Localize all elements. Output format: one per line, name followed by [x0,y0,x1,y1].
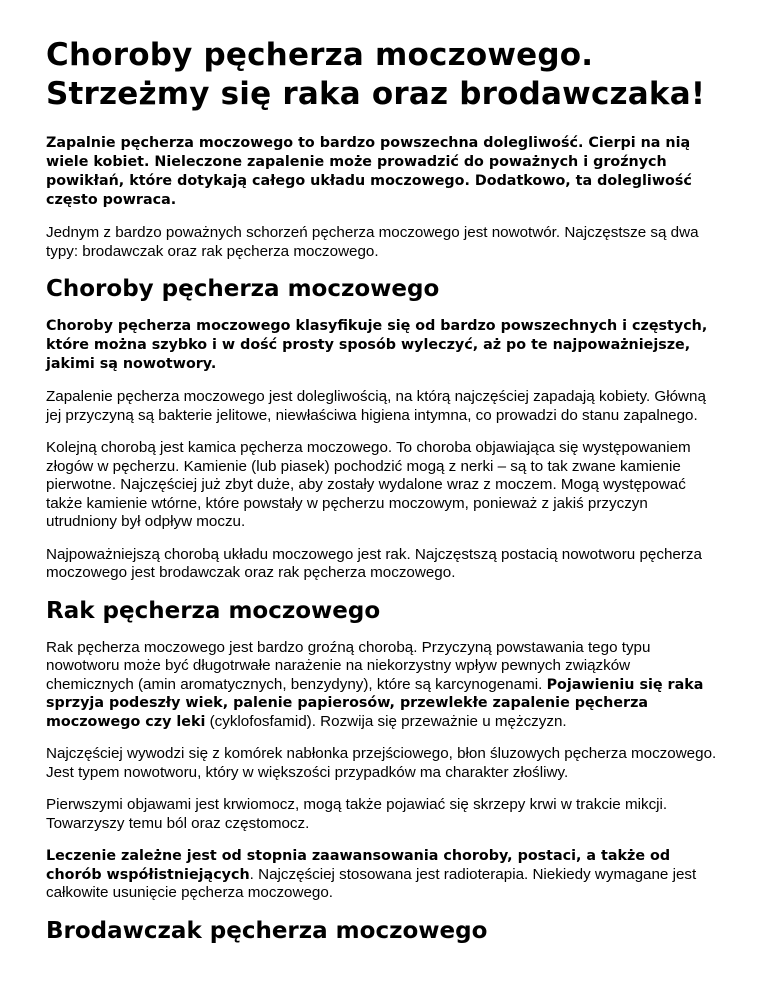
emphasis-text: Pojawieniu się raka sprzyja podeszły wiek, palenie papierosów, przewlekłe zapalenie pęcherza moczowego czy leki [46,676,704,730]
section-heading-choroby: Choroby pęcherza moczowego [46,276,440,302]
paragraph: Najpoważniejszą chorobą układu moczowego jest rak. Najczęstszą postacią nowotworu pęcherza moczowego jest brodawczak oraz rak pęcherza moczowego. [46,545,702,581]
paragraph: Zapalenie pęcherza moczowego jest dolegliwością, na którą najczęściej zapadają kobiety. Główną jej przyczyną są bakterie jelitowe, niewłaściwa higiena intymna, co prowadzi do stanu zapalnego. [46,388,706,424]
paragraph: Kolejną chorobą jest kamica pęcherza moczowego. To choroba objawiająca się występowaniem złogów w pęcherzu. Kamienie (lub piasek) pochodzić mogą z nerki – są to tak zwane kamienie pierwotne. Najczęściej już zbyt duże, aby zostały wydalone wraz z moczem. Mogą występować także kamienie wtórne, które powstały w pęcherzu moczowym, ponieważ z jakiś przyczyn utrudniony był odpływ moczu. [46,439,691,530]
page-title: Choroby pęcherza moczowego. Strzeżmy się raka oraz brodawczaka! [46,37,706,112]
paragraph-risk-factors [46,639,722,732]
paragraph-text: (cyklofosfamid). Rozwija się przeważnie u mężczyzn. [205,712,567,730]
section-lead-choroby: Choroby pęcherza moczowego klasyfikuje się od bardzo powszechnych i częstych, które można szybko i w dość prosty sposób wyleczyć, aż po te najpoważniejsze, jakimi są nowotwory. [46,318,708,372]
paragraph-treatment [46,847,722,903]
paragraph-text: Rak pęcherza moczowego jest bardzo groźną chorobą. Przyczyną powstawania tego typu nowotworu może być długotrwałe narażenie na niekorzystny wpływ pewnych związków chemicznych (amin aromatycznych, benzydyny), które są karcynogenami. [46,638,651,693]
paragraph-text: . Najczęściej stosowana jest radioterapia. Niekiedy wymagane jest całkowite usunięcie pęcherza moczowego. [46,865,697,901]
emphasis-text: Leczenie zależne jest od stopnia zaawansowania choroby, postaci, a także od chorób współistniejących [46,848,671,883]
lead-paragraph: Zapalnie pęcherza moczowego to bardzo powszechna dolegliwość. Cierpi na nią wiele kobiet. Nieleczone zapalenie może prowadzić do poważnych i groźnych powikłań, które dotykają całego układu moczowego. Dodatkowo, ta dolegliwość często powraca. [46,135,692,208]
intro-paragraph: Jednym z bardzo poważnych schorzeń pęcherza moczowego jest nowotwór. Najczęstsze są dwa typy: brodawczak oraz rak pęcherza moczowego. [46,224,699,260]
paragraph: Najczęściej wywodzi się z komórek nabłonka przejściowego, błon śluzowych pęcherza moczowego. Jest typem nowotworu, który w większości przypadków ma charakter złośliwy. [46,745,717,781]
section-heading-brodawczak: Brodawczak pęcherza moczowego [46,917,488,944]
section-heading-rak: Rak pęcherza moczowego [46,597,381,624]
paragraph: Pierwszymi objawami jest krwiomocz, mogą także pojawiać się skrzepy krwi w trakcie mikcji. Towarzyszy temu ból oraz częstomocz. [46,796,668,832]
